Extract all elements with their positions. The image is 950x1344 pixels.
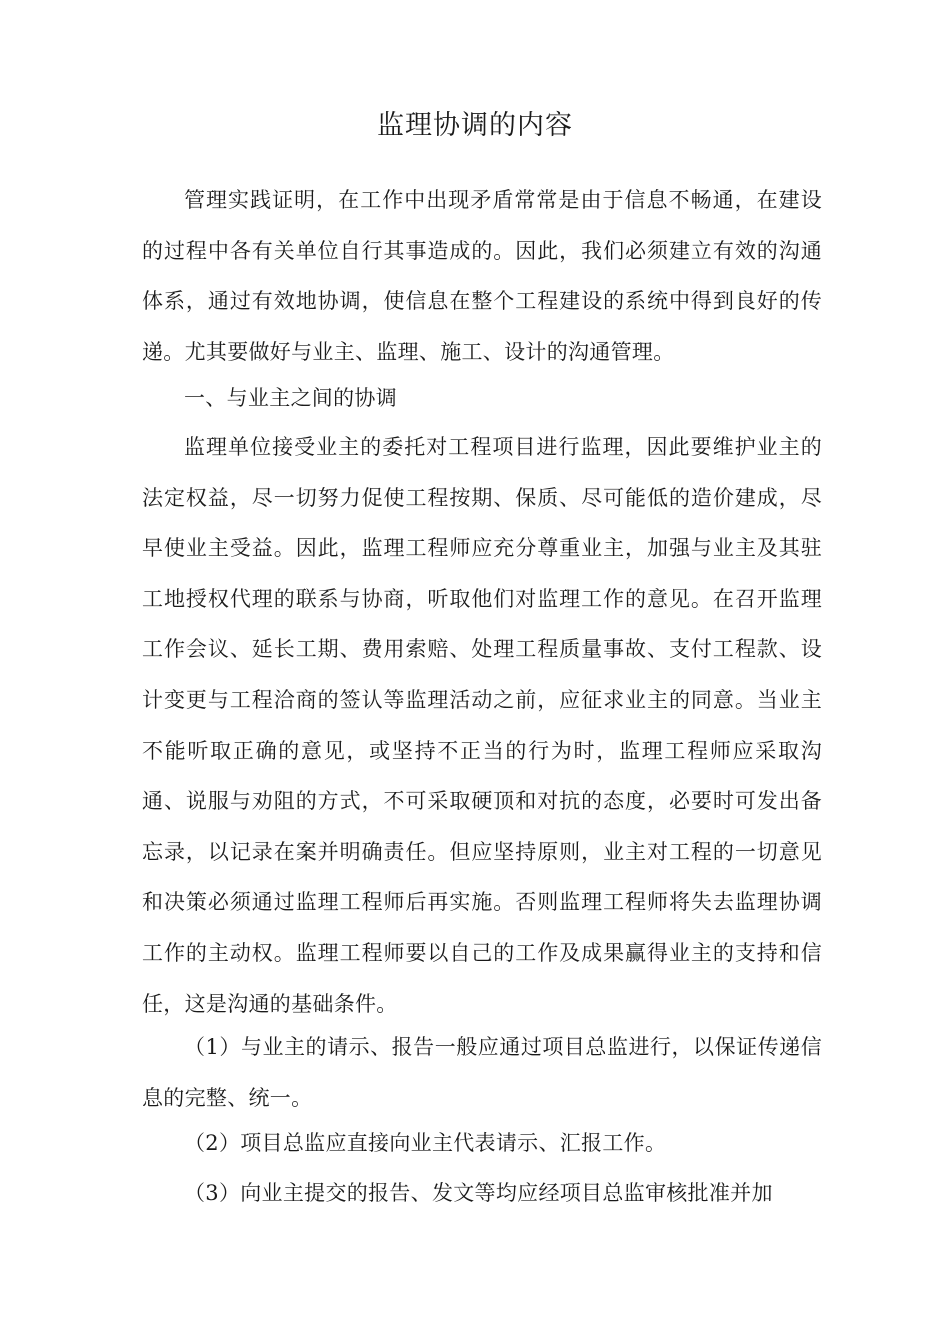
list-item-2: （2）项目总监应直接向业主代表请示、汇报工作。 xyxy=(184,1131,667,1155)
list-item-1: （1）与业主的请示、报告一般应通过项目总监进行，以保证传递信息的完整、统一。 xyxy=(142,1035,822,1110)
document-title: 监理协调的内容 xyxy=(377,110,573,141)
paragraph-owner-coordination: 监理单位接受业主的委托对工程项目进行监理，因此要维护业主的法定权益，尽一切努力促使工程按期、保质、尽可能低的造价建成，尽早使业主受益。因此，监理工程师应充分尊重业主，加强与业主及其驻工地授权代理的联系与协商，听取他们对监理工作的意见。在召开监理工作会议、延长工期、费用索赔、处理工程质量事故、支付工程款、设计变更与工程洽商的签认等监理活动之前，应征求业主的同意。当业主不能听取正确的意见，或坚持不正当的行为时，监理工程师应采取沟通、说服与劝阻的方式，不可采取硬顶和对抗的态度，必要时可发出备忘录，以记录在案并明确责任。但应坚持原则，业主对工程的一切意见和决策必须通过监理工程师后再实施。否则监理工程师将失去监理协调工作的主动权。监理工程师要以自己的工作及成果赢得业主的支持和信任，这是沟通的基础条件。 xyxy=(142,435,822,1016)
list-item-3: （3）向业主提交的报告、发文等均应经项目总监审核批准并加 xyxy=(184,1181,773,1205)
paragraph-intro: 管理实践证明，在工作中出现矛盾常常是由于信息不畅通，在建设的过程中各有关单位自行其事造成的。因此，我们必须建立有效的沟通体系，通过有效地协调，使信息在整个工程建设的系统中得到良好的传递。尤其要做好与业主、监理、施工、设计的沟通管理。 xyxy=(142,188,822,364)
section-heading-owner-coordination: 一、与业主之间的协调 xyxy=(184,386,397,410)
